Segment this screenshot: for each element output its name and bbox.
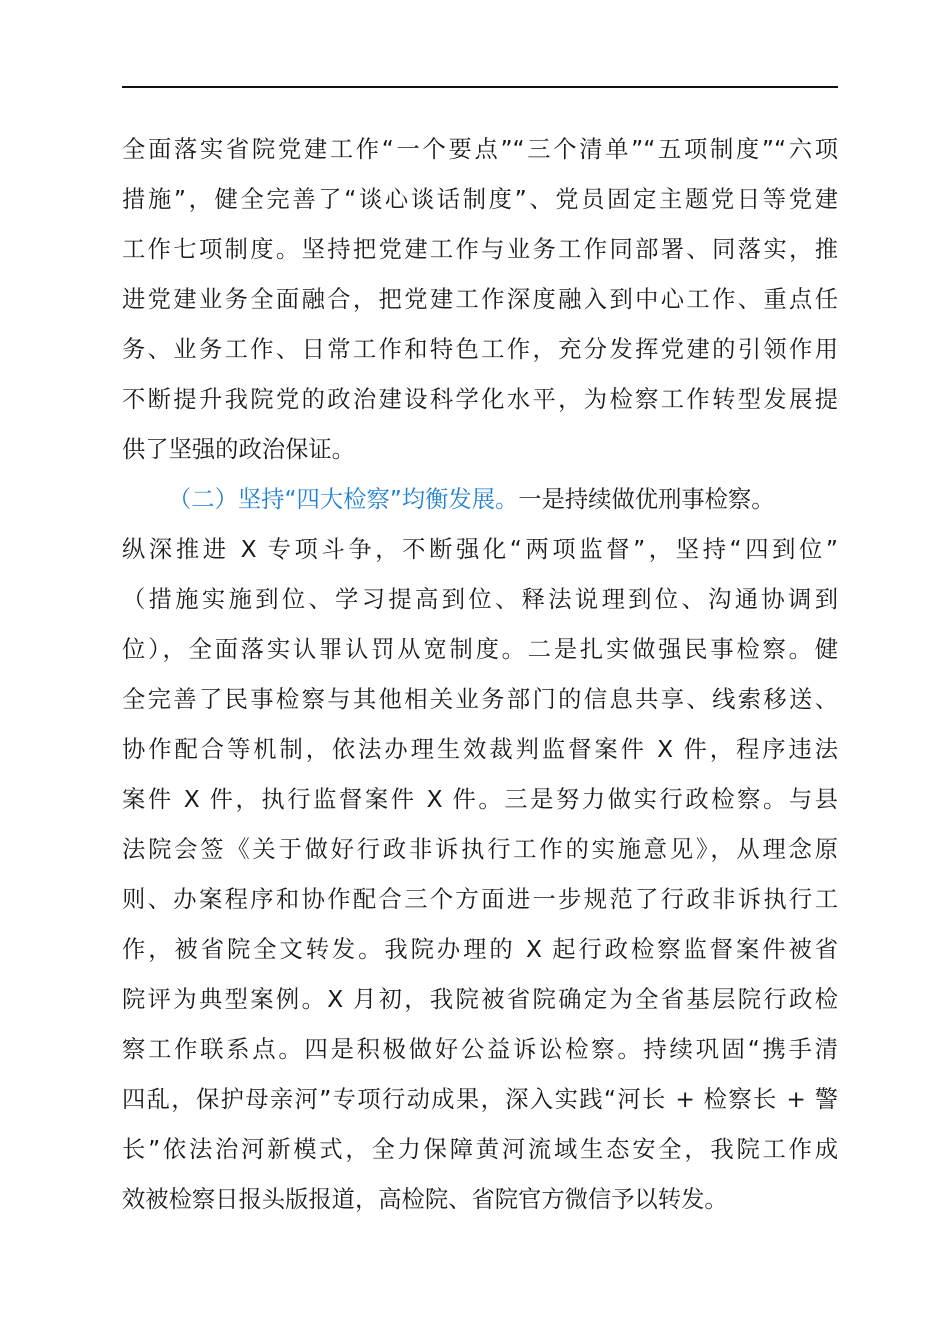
text-line: 不断提升我院党的政治建设科学化水平，为检察工作转型发展提: [122, 386, 838, 413]
text-line: 工作七项制度。坚持把党建工作与业务工作同部署、同落实，推: [122, 236, 838, 263]
section-heading: （二）坚持“四大检察”均衡发展。: [168, 486, 519, 513]
text-line: 长”依法治河新模式，全力保障黄河流域生态安全，我院工作成: [122, 1136, 838, 1163]
paragraph-party-building: [122, 125, 838, 475]
document-body: [122, 125, 838, 1225]
text-line: 作，被省院全文转发。我院办理的 X 起行政检察监督案件被省: [122, 936, 838, 963]
header-rule: [122, 86, 838, 88]
text-line: 协作配合等机制，依法办理生效裁判监督案件 X 件，程序违法: [122, 736, 838, 763]
text-line: 察工作联系点。四是积极做好公益诉讼检察。持续巩固“携手清: [122, 1036, 838, 1063]
text-line: 案件 X 件，执行监督案件 X 件。三是努力做实行政检察。与县: [122, 786, 838, 813]
heading-line-rest: 一是持续做优刑事检察。: [518, 486, 775, 513]
paragraph-first-line: [122, 475, 838, 525]
text-line: 务、业务工作、日常工作和特色工作，充分发挥党建的引领作用: [122, 336, 838, 363]
text-line: 措施”，健全完善了“谈心谈话制度”、党员固定主题党日等党建: [122, 186, 838, 213]
text-line: 法院会签《关于做好行政非诉执行工作的实施意见》，从理念原: [122, 836, 838, 863]
text-line: 全面落实省院党建工作“一个要点”“三个清单”“五项制度”“六项: [122, 136, 838, 163]
text-line: 供了坚强的政治保证。: [122, 436, 355, 463]
text-line: 院评为典型案例。X 月初，我院被省院确定为全省基层院行政检: [122, 986, 838, 1013]
text-line: 四乱，保护母亲河”专项行动成果，深入实践“河长 + 检察长 + 警: [122, 1086, 838, 1113]
text-line: 位），全面落实认罪认罚从宽制度。二是扎实做强民事检察。健: [122, 636, 838, 663]
text-line: 全完善了民事检察与其他相关业务部门的信息共享、线索移送、: [122, 686, 838, 713]
text-line: 纵深推进 X 专项斗争，不断强化“两项监督”，坚持“四到位”: [122, 536, 838, 563]
text-line: 效被检察日报头版报道，高检院、省院官方微信予以转发。: [122, 1186, 728, 1213]
text-line: 进党建业务全面融合，把党建工作深度融入到中心工作、重点任: [122, 286, 838, 313]
text-line: （措施实施到位、学习提高到位、释法说理到位、沟通协调到: [122, 586, 838, 613]
paragraph-four-procuratorates: [122, 475, 838, 1225]
text-line: 则、办案程序和协作配合三个方面进一步规范了行政非诉执行工: [122, 886, 838, 913]
